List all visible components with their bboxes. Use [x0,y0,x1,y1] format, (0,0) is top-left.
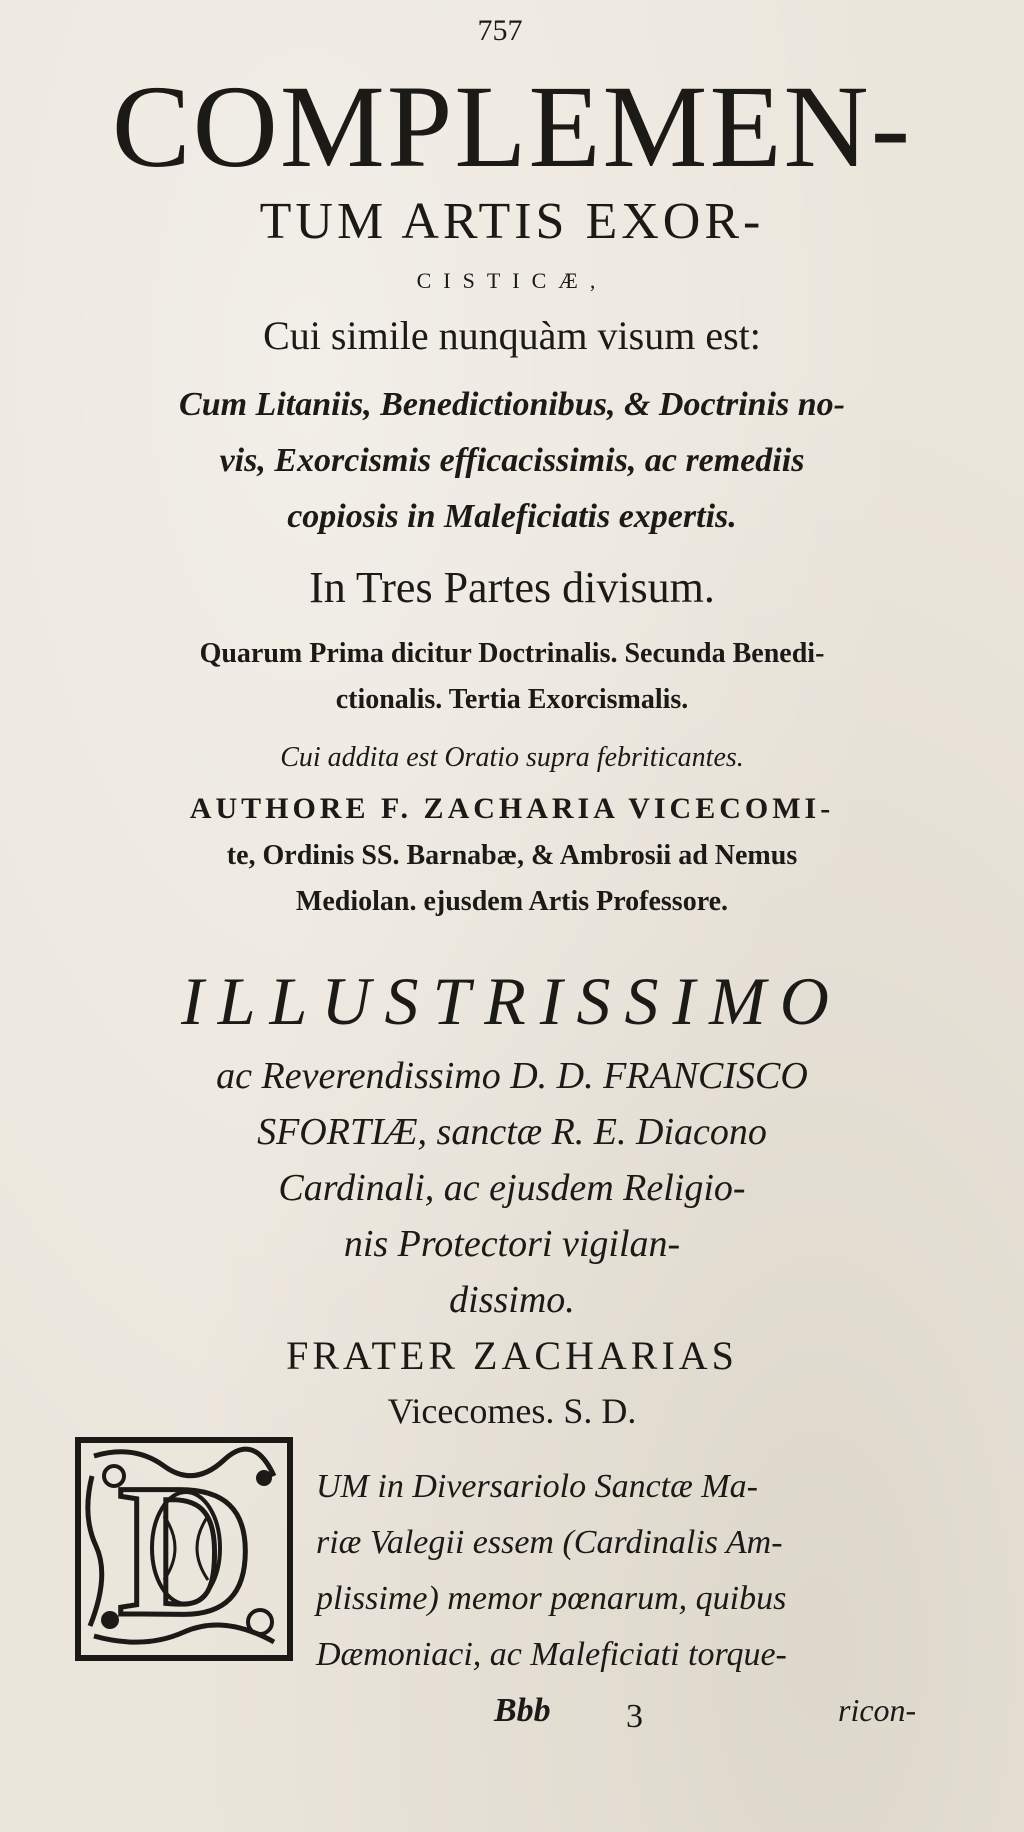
dedication-line-5: nis Protectori vigilan- [343,1223,681,1265]
division-line: In Tres Partes divisum. [309,563,715,612]
dedication-line-2: ac Reverendissimo D. D. FRANCISCO [216,1055,808,1097]
frater-line-2: Vicecomes. S. D. [387,1391,637,1431]
initial-letter: D [117,1446,255,1656]
parts-line-1: Quarum Prima dicitur Doctrinalis. Secunda Benedi- [199,638,825,669]
body-line-2: riæ Valegii essem (Cardinalis Am- [316,1524,783,1561]
catchword: ricon- [838,1692,917,1728]
folio-number: 757 [477,14,523,47]
body-line-4: Dæmoniaci, ac Maleficiati torque- [316,1636,787,1673]
title-line-2: TUM ARTIS EXOR- [259,193,765,250]
subtitle: Cui simile nunquàm visum est: [263,313,761,358]
body-line-3: plissime) memor pœnarum, quibus [316,1580,787,1617]
dedication-line-4: Cardinali, ac ejusdem Religio- [278,1167,746,1209]
decorated-initial-d [74,1436,294,1662]
description-line-2: vis, Exorcismis efficacissimis, ac remediis [219,442,805,479]
title-line-3: CISTICÆ, [416,268,608,293]
author-line-1: AUTHORE F. ZACHARIA VICECOMI- [189,792,835,825]
dedication-line-3: SFORTIÆ, sanctæ R. E. Diacono [257,1111,767,1153]
signature-number: 3 [626,1698,643,1735]
ornament-icon [74,1436,294,1662]
addita-line: Cui addita est Oratio supra febriticantes. [280,742,744,773]
signature-mark: Bbb [494,1692,551,1729]
parts-line-2: ctionalis. Tertia Exorcismalis. [335,684,689,715]
dedication-line-6: dissimo. [449,1279,575,1321]
description-line-1: Cum Litaniis, Benedictionibus, & Doctrinis no- [179,386,845,423]
frater-line-1: FRATER ZACHARIAS [286,1333,738,1378]
author-line-2: te, Ordinis SS. Barnabæ, & Ambrosii ad Nemus [226,840,798,871]
author-line-3: Mediolan. ejusdem Artis Professore. [295,886,729,917]
body-line-1: UM in Diversariolo Sanctæ Ma- [316,1468,758,1505]
dedication-line-1: ILLUSTRISSIMO [181,963,843,1039]
title-line-1: COMPLEMEN- [111,61,913,192]
description-line-3: copiosis in Maleficiatis expertis. [287,498,737,535]
